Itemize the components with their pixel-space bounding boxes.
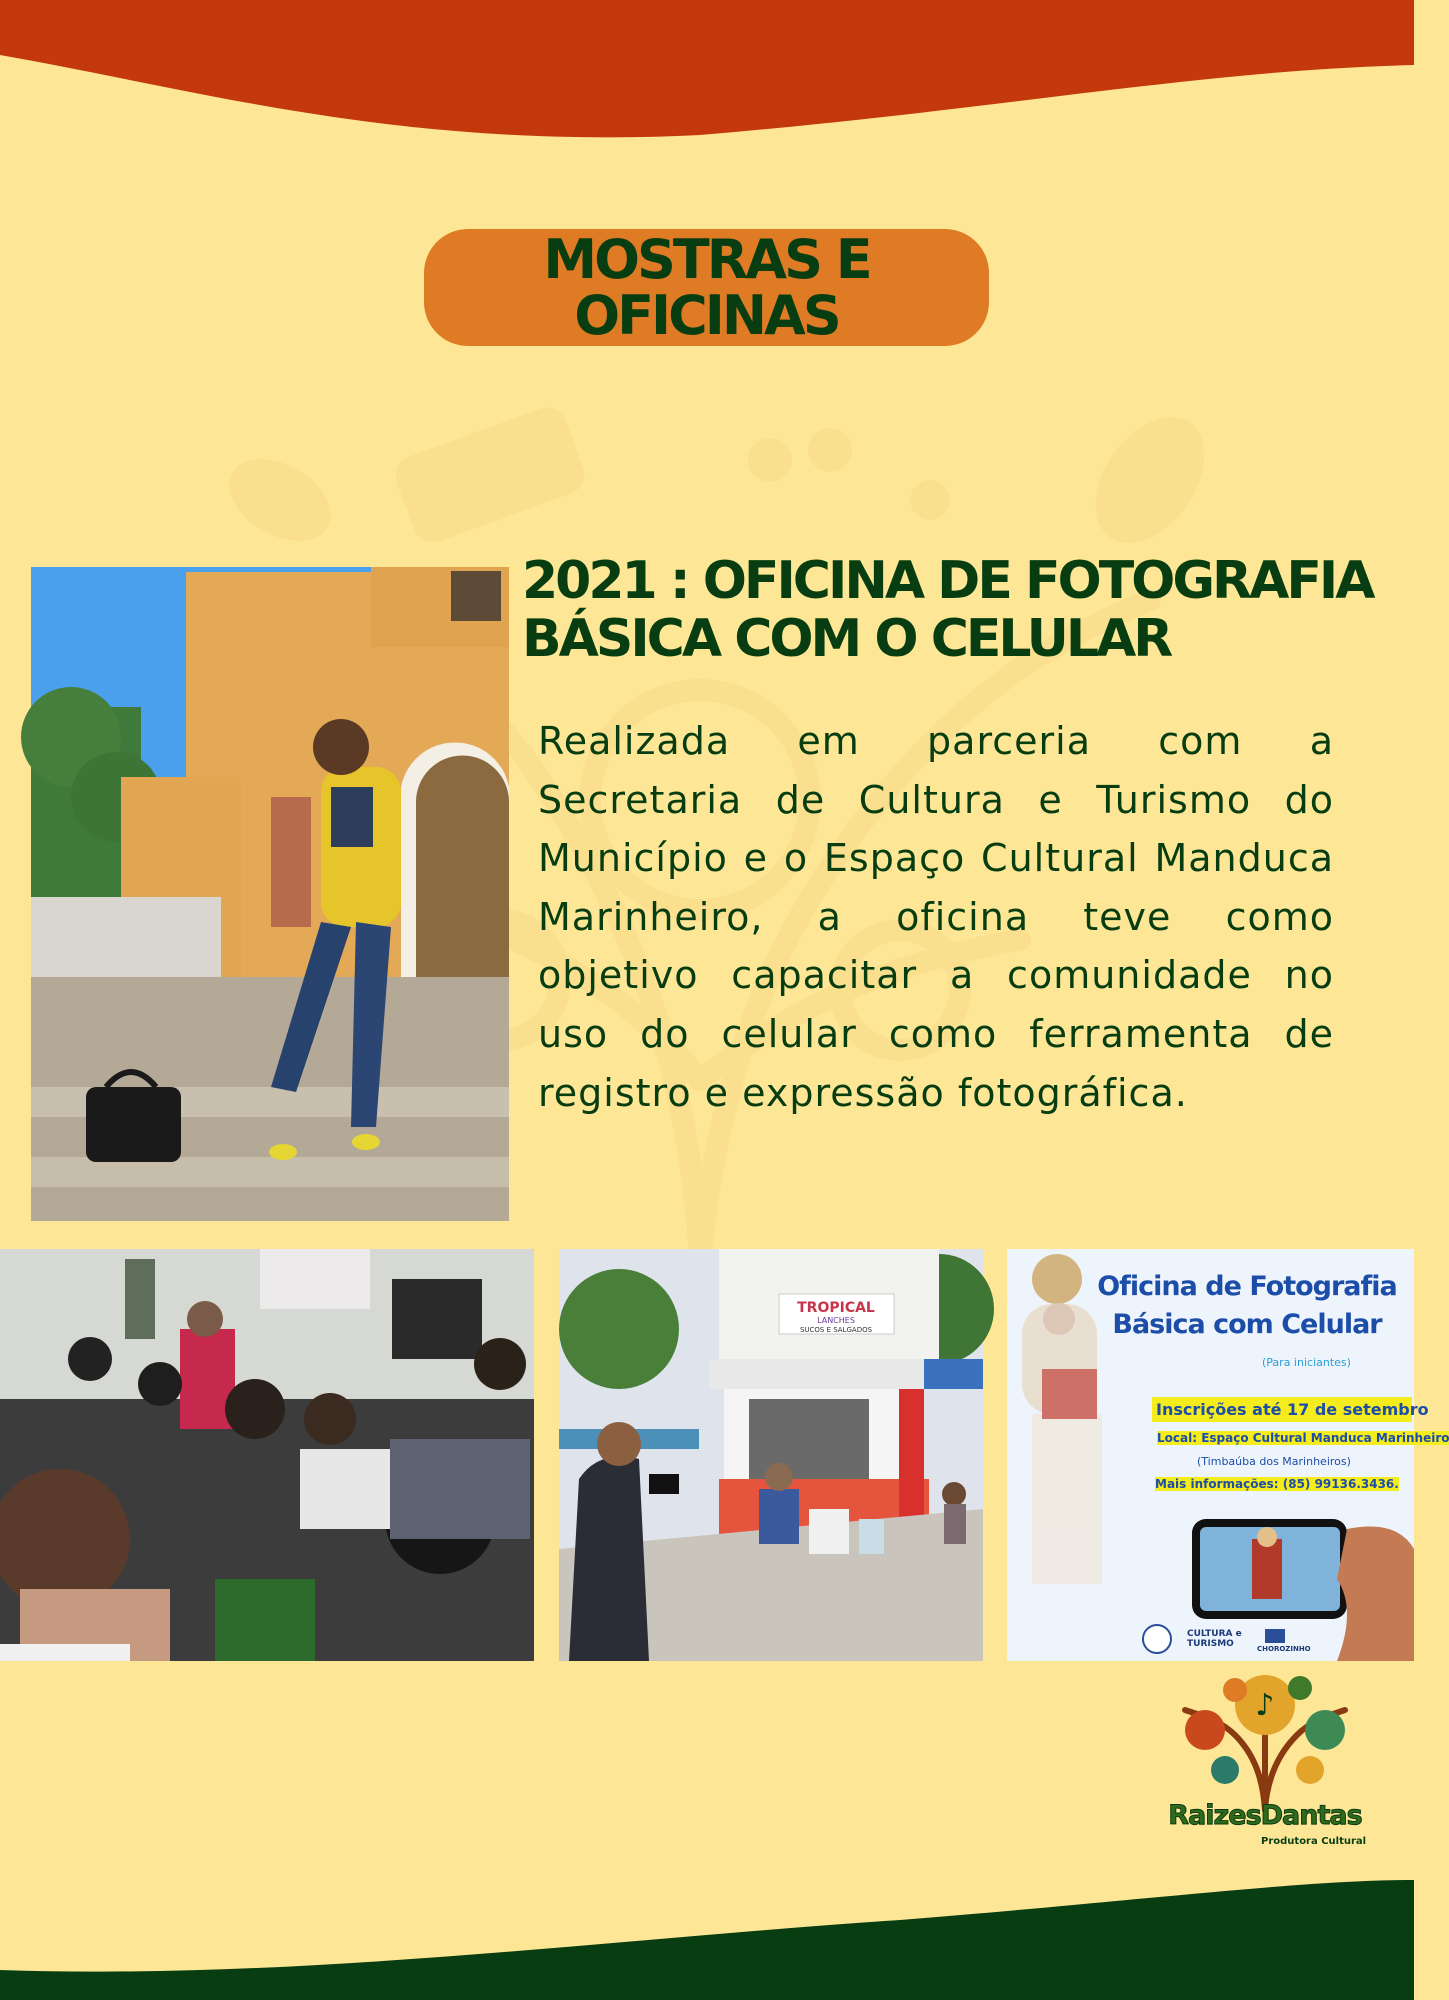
heading-line1: 2021 : OFICINA DE FOTOGRAFIA bbox=[522, 551, 1373, 611]
section-title-line1: MOSTRAS E bbox=[543, 227, 870, 291]
kiosk-sign-name: TROPICAL bbox=[797, 1300, 875, 1316]
logo-tagline: Produtora Cultural bbox=[1261, 1836, 1367, 1847]
flyer-footer-logo: CULTURA e TURISMO bbox=[1187, 1629, 1242, 1649]
kiosk-sign-sub: LANCHES bbox=[817, 1316, 855, 1325]
flyer-title-line2: Básica com Celular bbox=[1112, 1309, 1382, 1340]
workshop-heading bbox=[522, 552, 1402, 668]
workshop-flyer bbox=[1007, 1249, 1449, 1661]
flyer-subtitle: (Para iniciantes) bbox=[1262, 1356, 1351, 1369]
section-title-line2: OFICINAS bbox=[574, 283, 839, 347]
photo-classroom bbox=[0, 1249, 534, 1661]
logo-name: RaizesDantas bbox=[1168, 1800, 1362, 1831]
section-title-badge bbox=[424, 229, 989, 346]
photo-kiosk-session bbox=[559, 1249, 983, 1661]
flyer-registration: Inscrições até 17 de setembro bbox=[1152, 1397, 1412, 1422]
heading-line2: BÁSICA COM O CELULAR bbox=[522, 609, 1171, 669]
photo-instructor bbox=[31, 567, 509, 1221]
flyer-title-line1: Oficina de Fotografia bbox=[1097, 1271, 1397, 1302]
bottom-wave bbox=[0, 1860, 1414, 2000]
top-wave bbox=[0, 0, 1414, 150]
svg-text:♪: ♪ bbox=[1255, 1688, 1275, 1723]
flyer-footer-logo2: CHOROZINHO bbox=[1257, 1645, 1311, 1653]
raizes-dantas-logo bbox=[1165, 1660, 1365, 1860]
flyer-location-detail: (Timbaúba dos Marinheiros) bbox=[1197, 1455, 1351, 1468]
flyer-info: Mais informações: (85) 99136.3436. bbox=[1155, 1477, 1399, 1491]
kiosk-sign-products: SUCOS E SALGADOS bbox=[799, 1326, 873, 1334]
workshop-description: Realizada em parceria com a Secretaria de Cultura e Turismo do Município e o Espaço Cultural Manduca Marinheiro, a oficina teve como objetivo capacitar a comunidade no uso do celular como ferramenta de registro e expressão fotográfica. bbox=[538, 719, 1334, 1115]
flyer-location: Local: Espaço Cultural Manduca Marinheiro bbox=[1157, 1431, 1449, 1445]
